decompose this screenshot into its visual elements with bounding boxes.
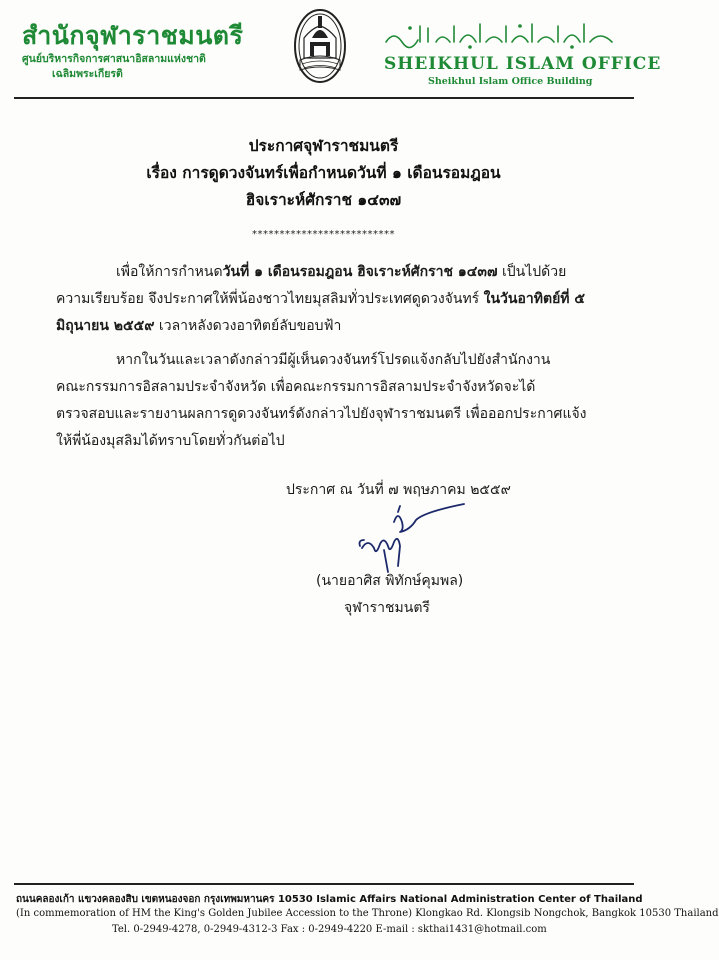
p1-sighting-date-bold: ในวันอาทิตย์ที่ ๕ [483, 291, 585, 307]
paragraph-2-line-4: ให้พี่น้องมุสลิมได้ทราบโดยทั่วกันต่อไป [56, 433, 285, 449]
footer-contact-line: Tel. 0-2949-4278, 0-2949-4312-3 Fax : 0-2949-4220 E-mail : skthai1431@hotmail.com [112, 924, 547, 935]
announcement-title: ประกาศจุฬาราชมนตรี [248, 137, 399, 155]
handwritten-signature [354, 500, 474, 580]
p1-text: เวลาหลังดวงอาทิตย์ลับขอบฟ้า [154, 318, 342, 334]
header-divider [14, 97, 634, 99]
paragraph-1 [56, 259, 630, 340]
p1-text: ความเรียบร้อย จึงประกาศให้พี่น้องชาวไทยมุสลิมทั่วประเทศดูดวงจันทร์ [56, 291, 484, 307]
announcement-year: ฮิจเราะห์ศักราช ๑๔๓๗ [245, 191, 402, 209]
p1-date-bold: วันที่ ๑ เดือนรอมฎอน ฮิจเราะห์ศักราช ๑๔๓๗ [222, 264, 498, 280]
footer-address-line: ถนนคลองเก้า แขวงคลองสิบ เขตหนองจอก กรุงเทพมหานคร 10530 Islamic Affairs National Administration Center of Thailand [16, 894, 643, 905]
announcement-date: ประกาศ ณ วันที่ ๗ พฤษภาคม ๒๕๕๙ [286, 482, 511, 498]
office-english-subtitle: Sheikhul Islam Office Building [428, 76, 593, 87]
announcement-subject: เรื่อง การดูดวงจันทร์เพื่อกำหนดวันที่ ๑ เดือนรอมฎอน [146, 164, 501, 182]
office-english-name: SHEIKHUL ISLAM OFFICE [384, 54, 662, 74]
p1-text: เป็นไปด้วย [497, 264, 567, 280]
paragraph-1-line-3 [56, 313, 630, 340]
separator-asterisks: ************************** [252, 229, 395, 240]
p1-text: เพื่อให้การกำหนด [116, 264, 223, 280]
paragraph-2-line-2: คณะกรรมการอิสลามประจำจังหวัด เพื่อคณะกรรมการอิสลามประจำจังหวัดจะได้ [56, 379, 536, 395]
office-thai-name: สำนักจุฬาราชมนตรี [22, 21, 244, 50]
arabic-calligraphy-logo [380, 20, 620, 50]
paragraph-1-line-2 [56, 286, 630, 313]
mosque-emblem-icon [292, 8, 348, 86]
footer-commemoration-line: (In commemoration of HM the King's Golden Jubilee Accession to the Throne) Klongkao Rd. Klongsib Nongchok, Bangkok 10530 Thailand [16, 908, 719, 919]
office-thai-subtitle [22, 52, 206, 82]
signer-name: (นายอาศิส พิทักษ์คุมพล) [316, 573, 464, 589]
office-thai-subtitle-line-1: ศูนย์บริหารกิจการศาสนาอิสลามแห่งชาติ [22, 53, 206, 65]
p1-sighting-month-bold: มิถุนายน ๒๕๕๙ [56, 318, 155, 334]
footer-divider [14, 883, 634, 885]
signer-title: จุฬาราชมนตรี [344, 600, 430, 616]
office-thai-subtitle-line-2: เฉลิมพระเกียรติ [52, 68, 123, 80]
paragraph-2 [56, 347, 630, 455]
paragraph-2-line-1: หากในวันและเวลาดังกล่าวมีผู้เห็นดวงจันทร์โปรดแจ้งกลับไปยังสำนักงาน [116, 352, 551, 368]
paragraph-2-line-3: ตรวจสอบและรายงานผลการดูดวงจันทร์ดังกล่าวไปยังจุฬาราชมนตรี เพื่อออกประกาศแจ้ง [56, 406, 587, 422]
paragraph-1-line-1 [56, 259, 630, 286]
